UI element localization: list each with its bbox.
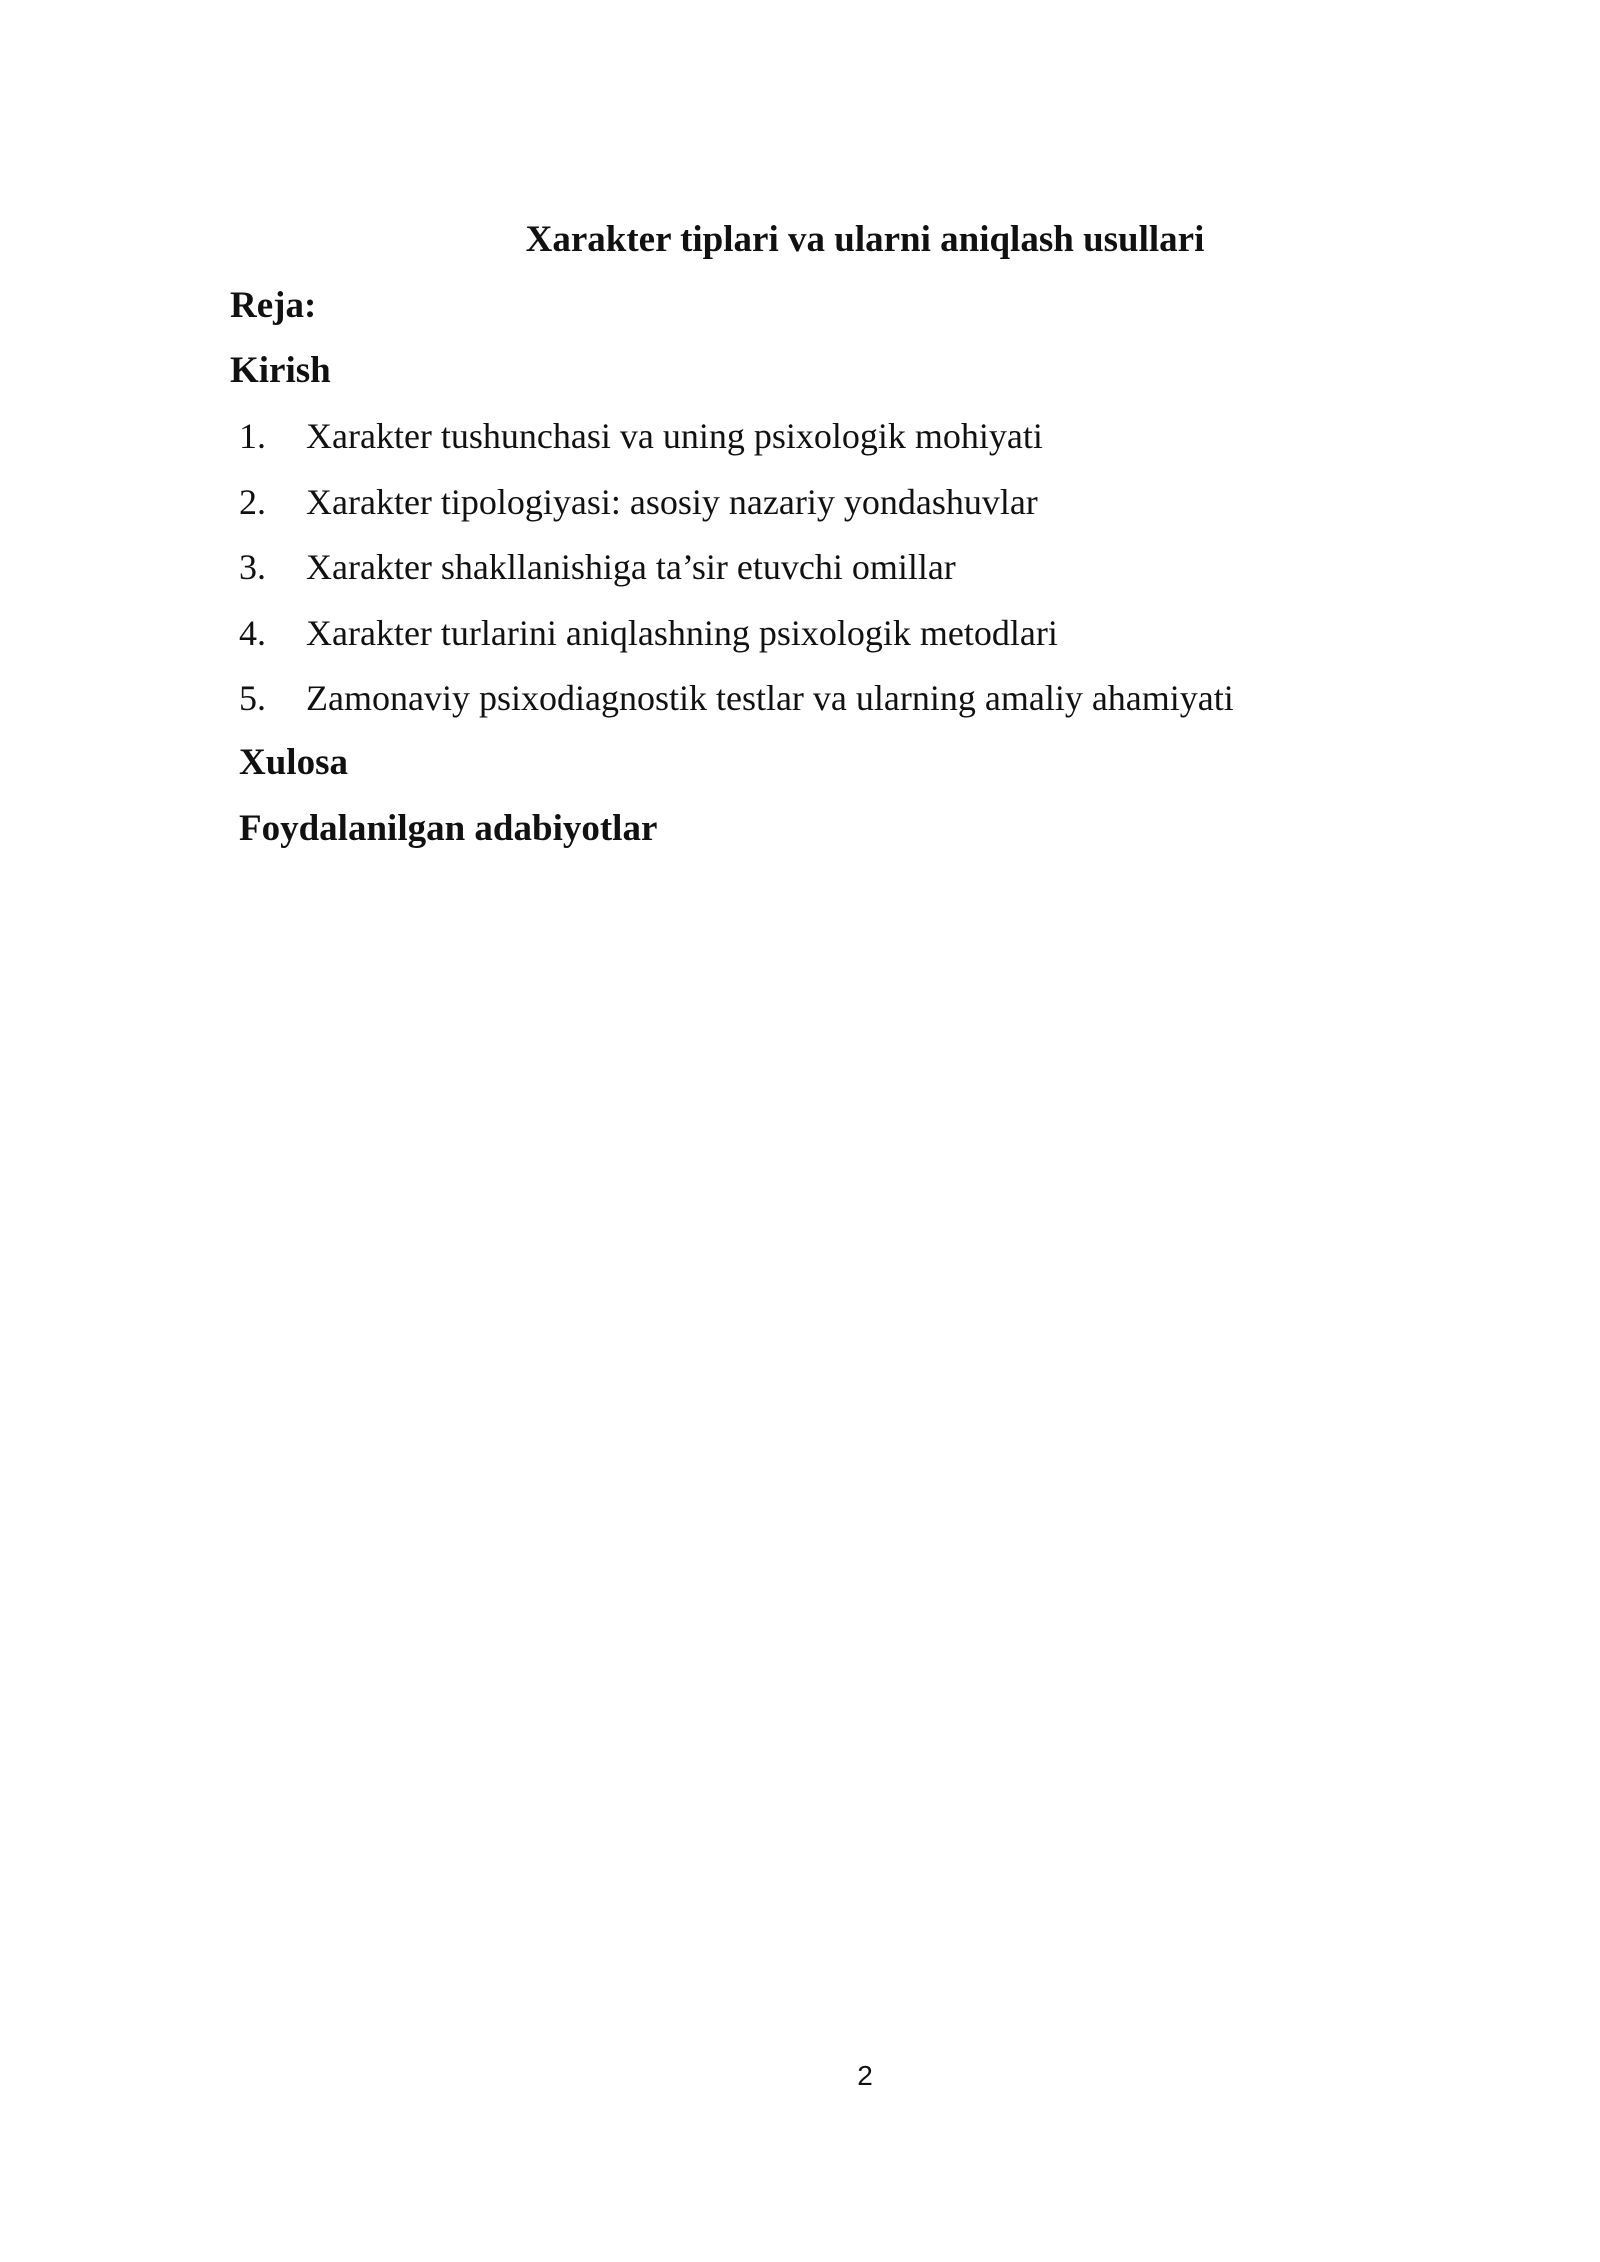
page-number: 2 [857,2060,873,2091]
plan-item [239,608,1234,674]
plan-item [239,673,1234,739]
conclusion-heading: Xulosa [239,742,348,783]
plan-item [239,477,1234,543]
introduction-heading: Kirish [230,350,331,391]
document-title: Xarakter tiplari va ularni aniqlash usullari [525,219,1205,260]
plan-item-number: 3. [239,547,266,587]
plan-heading: Reja: [230,285,317,326]
plan-item-text: Zamonaviy psixodiagnostik testlar va ularning amaliy ahamiyati [306,678,1234,718]
plan-item-text: Xarakter turlarini aniqlashning psixologik metodlari [306,612,1058,653]
references-heading: Foydalanilgan adabiyotlar [239,808,658,849]
plan-item-text: Xarakter tushunchasi va uning psixologik mohiyati [306,416,1043,456]
plan-item-number: 1. [239,416,266,456]
plan-list [239,411,1234,739]
plan-item-number: 4. [239,612,266,653]
plan-item [239,542,1234,608]
plan-item-text: Xarakter tipologiyasi: asosiy nazariy yondashuvlar [306,481,1038,522]
plan-item-text: Xarakter shakllanishiga ta’sir etuvchi omillar [306,547,956,587]
plan-item-number: 2. [239,481,266,522]
plan-item [239,411,1234,477]
plan-item-number: 5. [239,678,266,718]
